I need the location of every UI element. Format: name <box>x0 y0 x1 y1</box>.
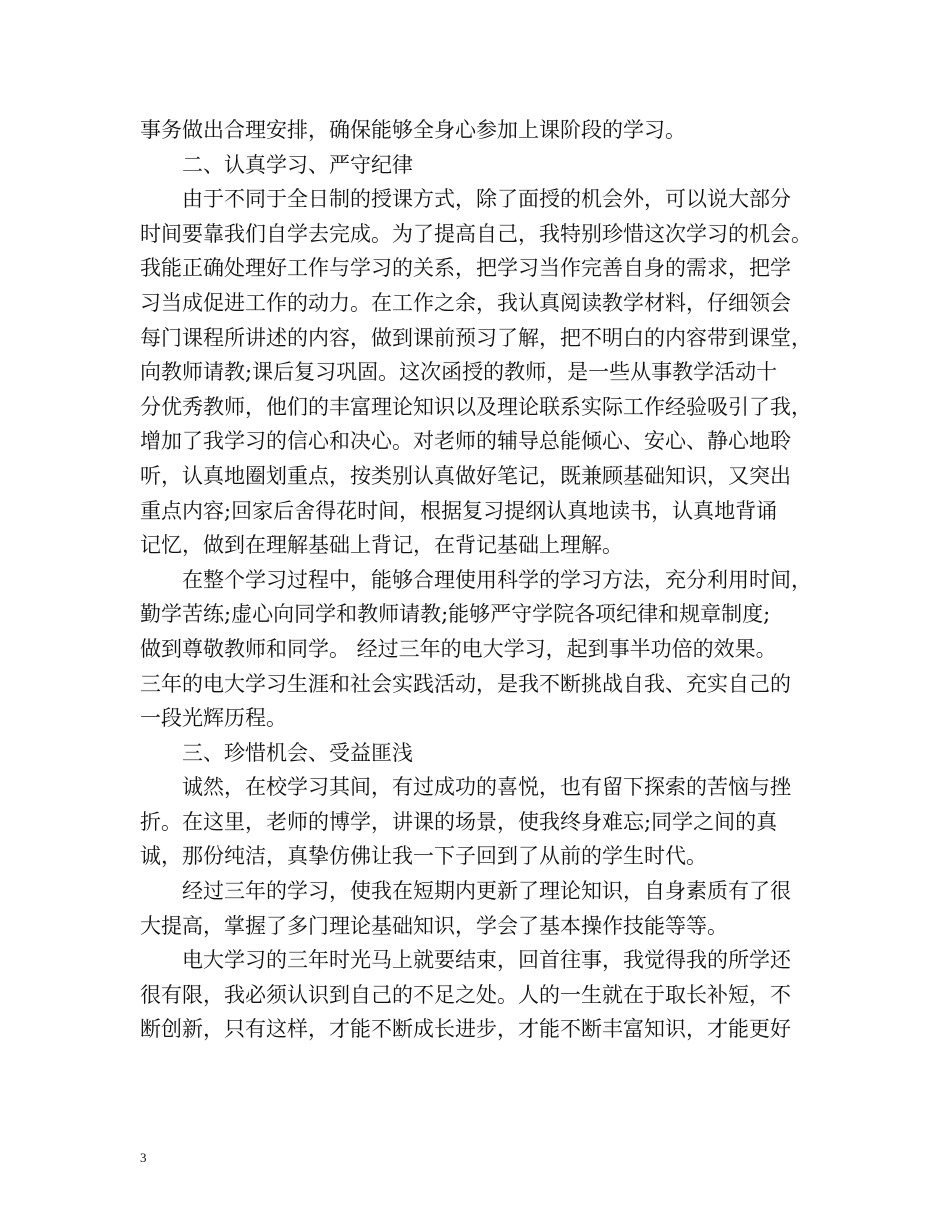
text-line: 由于不同于全日制的授课方式，除了面授的机会外，可以说大部分 <box>182 187 791 212</box>
text-line: 诚，那份纯洁，真挚仿佛让我一下子回到了从前的学生时代。 <box>140 844 707 869</box>
text-line: 事务做出合理安排，确保能够全身心参加上课阶段的学习。 <box>140 118 686 142</box>
text-line: 经过三年的学习，使我在短期内更新了理论知识，自身素质有了很 <box>182 879 791 904</box>
text-line: 我能正确处理好工作与学习的关系，把学习当作完善自身的需求，把学 <box>140 256 791 281</box>
text-line: 听，认真地圈划重点，按类别认真做好笔记，既兼顾基础知识，又突出 <box>140 463 791 488</box>
text-line: 折。在这里，老师的博学，讲课的场景，使我终身难忘;同学之间的真 <box>140 809 778 834</box>
text-line: 每门课程所讲述的内容，做到课前预习了解，把不明白的内容带到课堂， <box>140 325 812 350</box>
text-line: 断创新，只有这样，才能不断成长进步，才能不断丰富知识，才能更好 <box>140 1017 791 1042</box>
text-line: 时间要靠我们自学去完成。为了提高自己，我特别珍惜这次学习的机会。 <box>140 221 812 246</box>
text-line: 电大学习的三年时光马上就要结束，回首往事，我觉得我的所学还 <box>182 948 791 973</box>
text-line: 诚然，在校学习其间，有过成功的喜悦，也有留下探索的苦恼与挫 <box>182 775 791 800</box>
text-line: 增加了我学习的信心和决心。对老师的辅导总能倾心、安心、静心地聆 <box>140 429 791 454</box>
text-line: 大提高，掌握了多门理论基础知识，学会了基本操作技能等等。 <box>140 913 728 938</box>
text-line: 习当成促进工作的动力。在工作之余，我认真阅读教学材料，仔细领会 <box>140 290 791 315</box>
text-line: 在整个学习过程中，能够合理使用科学的学习方法，充分利用时间， <box>182 567 812 592</box>
text-line: 三年的电大学习生涯和社会实践活动，是我不断挑战自我、充实自己的 <box>140 671 791 696</box>
text-line: 重点内容;回家后舍得花时间，根据复习提纲认真地读书，认真地背诵 <box>140 498 778 523</box>
text-line: 做到尊敬教师和同学。 经过三年的电大学习，起到事半功倍的效果。 <box>140 636 777 661</box>
body-text <box>140 113 830 1047</box>
section-heading: 三、珍惜机会、受益匪浅 <box>182 740 413 765</box>
page-number: 3 <box>140 1150 147 1165</box>
text-line: 向教师请教;课后复习巩固。这次函授的教师，是一些从事教学活动十 <box>140 360 778 385</box>
text-line: 分优秀教师，他们的丰富理论知识以及理论联系实际工作经验吸引了我， <box>140 394 812 419</box>
text-line: 一段光辉历程。 <box>140 706 287 731</box>
text-line: 很有限，我必须认识到自己的不足之处。人的一生就在于取长补短，不 <box>140 982 791 1007</box>
text-line: 勤学苦练;虚心向同学和教师请教;能够严守学院各项纪律和规章制度; <box>140 602 771 627</box>
text-line: 记忆，做到在理解基础上背记，在背记基础上理解。 <box>140 533 623 558</box>
section-heading: 二、认真学习、严守纪律 <box>182 152 413 177</box>
